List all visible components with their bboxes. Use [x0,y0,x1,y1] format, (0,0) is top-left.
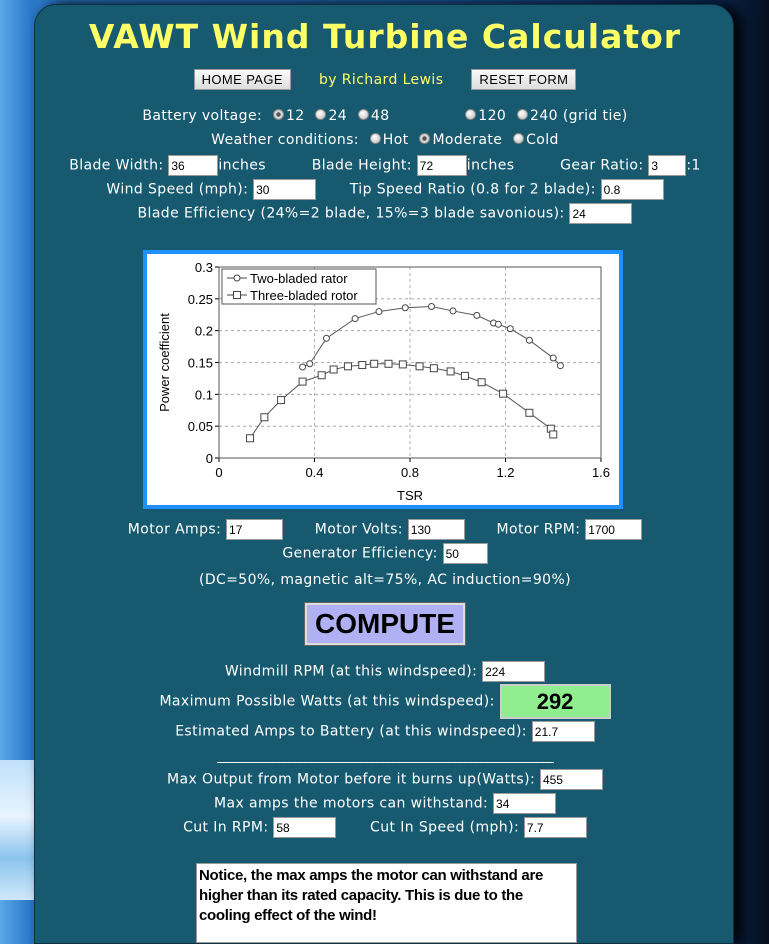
generator-efficiency-note: (DC=50%, magnetic alt=75%, AC induction=90%) [198,572,572,588]
data-point [474,312,480,318]
data-point [416,363,423,370]
legend-label: Three-bladed rotor [250,288,358,303]
legend-marker [234,292,241,299]
x-tick-label: 0.8 [400,465,420,480]
motor-volts-input[interactable]: 130 [408,519,465,540]
x-tick-label: 1.2 [496,465,515,480]
data-point [261,414,268,421]
data-point [495,321,501,327]
weather-label: Weather conditions: [211,132,359,148]
data-point [550,355,556,361]
option-label: 120 [478,108,507,124]
data-point [318,372,325,379]
y-tick-label: 0.25 [187,291,213,307]
calculator-panel [34,4,734,944]
option-label: 24 [328,108,348,124]
x-tick-label: 0 [215,465,223,480]
blade-width-input[interactable]: 36 [168,155,218,176]
battery-voltage-label: Battery voltage: [142,108,263,124]
data-point [376,309,382,315]
data-point [478,379,485,386]
radio-cold[interactable] [513,133,524,144]
data-point [307,361,313,367]
data-point [299,378,306,385]
cut-in-speed-value[interactable]: 7.7 [524,817,587,838]
option-label: 12 [285,108,305,124]
y-tick-label: 0.15 [187,355,213,371]
data-point [450,308,456,314]
cut-in-speed-label: Cut In Speed (mph): [370,819,520,836]
y-tick-label: 0.1 [194,387,213,403]
unit-label: inches [218,157,266,174]
data-point [461,372,468,379]
amps-to-battery-label: Estimated Amps to Battery (at this windspeed): [175,723,527,740]
data-point [557,363,563,369]
x-tick-label: 1.6 [591,465,611,480]
radio-120v[interactable] [465,109,476,120]
option-label: Moderate [432,132,503,148]
data-point [402,305,408,311]
data-point [430,365,437,372]
wind-speed-label: Wind Speed (mph): [106,181,249,198]
unit-label: inches [466,157,515,174]
max-watts-output[interactable]: 292 [500,684,611,719]
tip-speed-ratio-label: Tip Speed Ratio (0.8 for 2 blade): [349,181,596,198]
data-point [526,409,533,416]
blade-width-label: Blade Width: [69,157,164,174]
motor-amps-input[interactable]: 17 [226,519,283,540]
max-output-value[interactable]: 455 [540,769,603,790]
legend-marker [234,275,240,281]
data-point [247,435,254,442]
y-tick-label: 0.05 [187,419,213,435]
motor-amps-label: Motor Amps: [127,521,222,538]
divider: _____________________________________________________________ [217,749,553,764]
data-point [371,360,378,367]
data-point [359,362,366,369]
blade-height-input[interactable]: 72 [417,155,467,176]
gear-ratio-input[interactable]: 3 [648,155,686,176]
option-label: 240 (grid tie) [530,108,628,124]
radio-12v[interactable] [273,109,284,120]
max-output-label: Max Output from Motor before it burns up(Watts): [167,771,536,788]
data-point [385,360,392,367]
gear-ratio-suffix: :1 [686,157,701,174]
x-axis-label: TSR [397,488,423,503]
y-tick-label: 0.2 [194,323,213,339]
data-point [428,303,434,309]
data-point [323,335,329,341]
windmill-rpm-label: Windmill RPM (at this windspeed): [224,663,478,680]
motor-volts-label: Motor Volts: [314,521,403,538]
notice-box: Notice, the max amps the motor can withstand are higher than its rated capacity. This is due to the cooling effect of the wind! [196,863,577,943]
gear-ratio-label: Gear Ratio: [560,157,644,174]
option-label: Hot [382,132,409,148]
data-point [278,397,285,404]
wind-speed-input[interactable]: 30 [253,179,316,200]
home-page-button[interactable]: HOME PAGE [194,69,291,90]
data-point [300,364,306,370]
option-label: Cold [526,132,559,148]
motor-rpm-label: Motor RPM: [496,521,581,538]
option-label: 48 [370,108,390,124]
cut-in-rpm-value[interactable]: 58 [273,817,336,838]
radio-240v[interactable] [517,109,528,120]
max-watts-label: Maximum Possible Watts (at this windspeed): [159,693,495,710]
motor-rpm-input[interactable]: 1700 [585,519,642,540]
amps-to-battery-output[interactable]: 21.7 [532,721,595,742]
data-point [447,368,454,375]
y-tick-label: 0 [205,451,213,466]
blade-efficiency-label: Blade Efficiency (24%=2 blade, 15%=3 blade savonious): [137,205,565,222]
x-tick-label: 0.4 [305,465,324,480]
series-line [250,364,553,438]
radio-moderate[interactable] [419,133,430,144]
data-point [330,366,337,373]
page-title: VAWT Wind Turbine Calculator [88,17,682,56]
max-amps-value[interactable]: 34 [493,793,556,814]
tip-speed-ratio-input[interactable]: 0.8 [601,179,664,200]
cut-in-rpm-label: Cut In RPM: [183,819,269,836]
data-point [526,337,532,343]
generator-efficiency-input[interactable]: 50 [443,543,488,564]
windmill-rpm-output[interactable]: 224 [482,661,545,682]
reset-form-button[interactable]: RESET FORM [471,69,576,90]
data-point [344,363,351,370]
data-point [550,431,557,438]
legend-label: Two-bladed rator [250,271,348,286]
data-point [500,390,507,397]
blade-efficiency-input[interactable]: 24 [569,203,632,224]
generator-efficiency-label: Generator Efficiency: [282,545,438,562]
data-point [399,361,406,368]
y-axis-label: Power coefficient [157,313,172,412]
radio-24v[interactable] [315,109,326,120]
blade-height-label: Blade Height: [311,157,412,174]
battery-voltage-row [35,108,735,124]
y-tick-label: 0.3 [194,260,213,275]
power-coefficient-chart [143,250,623,509]
radio-hot[interactable] [370,133,381,144]
max-amps-label: Max amps the motors can withstand: [213,795,489,812]
series-line [303,306,561,366]
author-byline: by Richard Lewis [318,71,444,88]
data-point [352,316,358,322]
compute-button[interactable]: COMPUTE [305,603,465,645]
radio-48v[interactable] [358,109,369,120]
weather-row [35,132,735,148]
data-point [507,326,513,332]
